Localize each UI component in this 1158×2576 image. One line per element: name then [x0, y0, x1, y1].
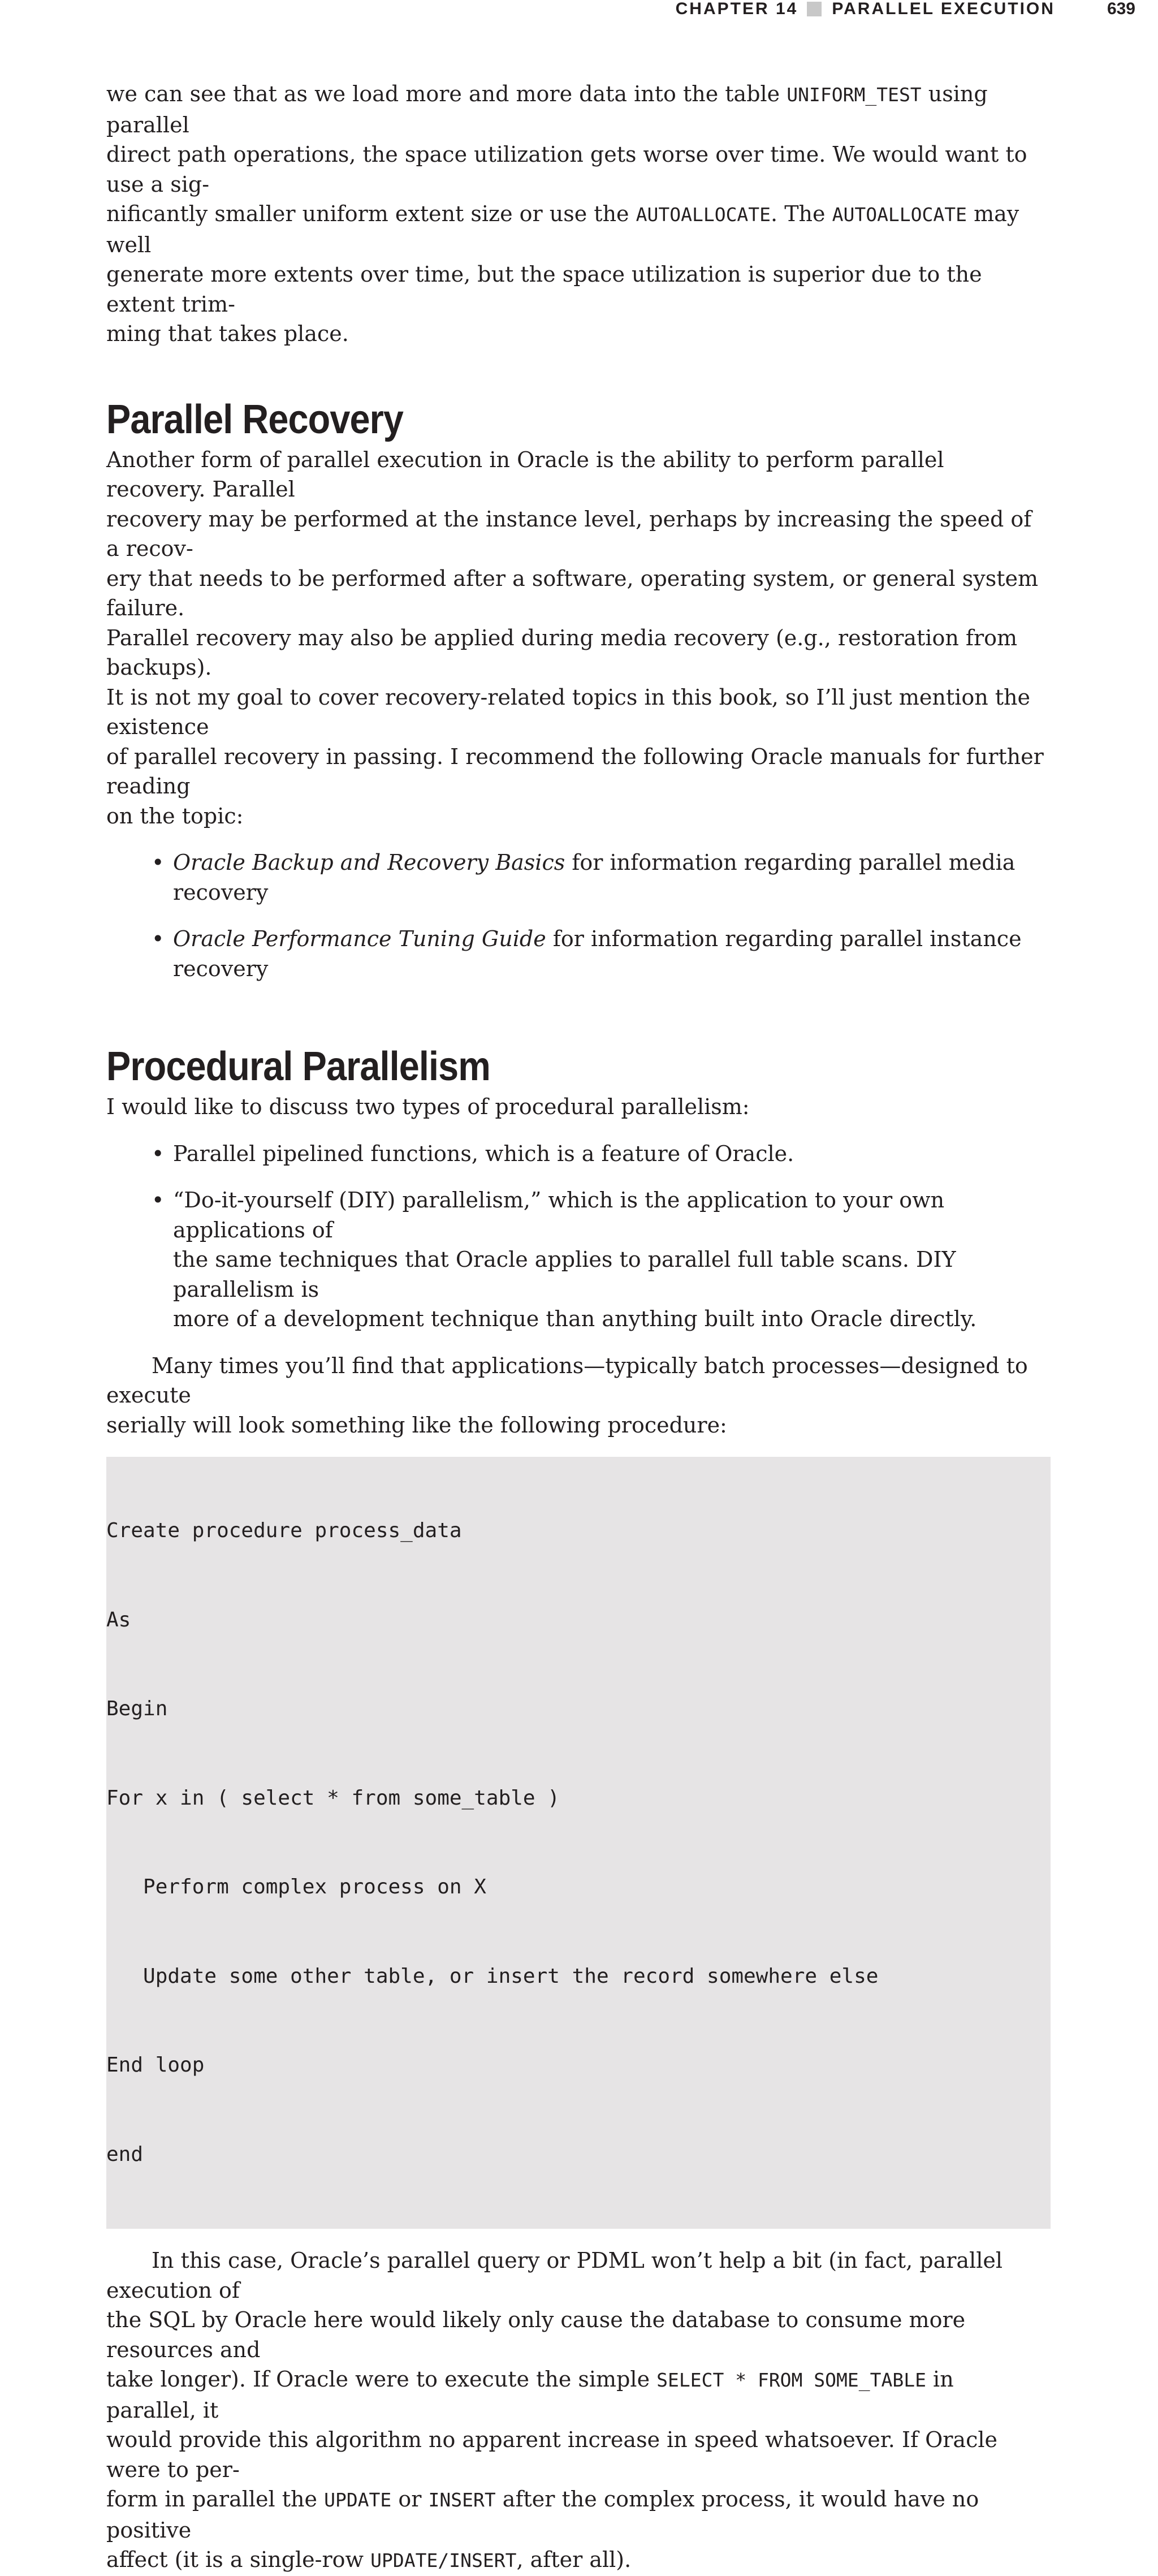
chapter-label: CHAPTER 14 — [675, 0, 798, 18]
text-run: in parallel, it — [106, 2367, 954, 2423]
intro-paragraph — [106, 79, 1045, 349]
book-title: Oracle Backup and Recovery Basics — [173, 850, 565, 875]
text-line: Parallel recovery may also be applied during media recovery (e.g., restoration from backups). — [106, 625, 1018, 680]
spacer — [106, 1122, 1045, 1139]
text-run: using parallel — [106, 81, 988, 137]
text-line — [106, 2364, 1045, 2425]
text-line: ming that takes place. — [106, 321, 349, 346]
inline-code: UPDATE — [324, 2489, 392, 2511]
code-line: Update some other table, or insert the record somewhere else — [106, 1964, 879, 1988]
text-line: “Do-it-yourself (DIY) parallelism,” which is the application to your own applications of — [173, 1188, 945, 1242]
text-run: may well — [106, 201, 1019, 257]
list-item — [106, 1185, 1045, 1334]
book-title: Oracle Performance Tuning Guide — [173, 926, 546, 951]
spacer — [106, 349, 1045, 394]
text-line: more of a development technique than anything built into Oracle directly. — [173, 1306, 977, 1331]
inline-code: INSERT — [428, 2489, 496, 2511]
manual-list — [106, 848, 1045, 983]
code-line: end — [106, 2142, 144, 2166]
code-line: Perform complex process on X — [106, 1875, 486, 1898]
spacer — [106, 1440, 1045, 1457]
inline-code: AUTOALLOCATE — [832, 204, 967, 226]
text-line: of parallel recovery in passing. I recommend the following Oracle manuals for further reading — [106, 744, 1044, 799]
inline-code: AUTOALLOCATE — [636, 204, 771, 226]
text-run: . The — [771, 201, 832, 226]
code-line: Create procedure process_data — [106, 1519, 462, 1542]
code-line: Begin — [106, 1697, 168, 1720]
procedure-paragraph — [106, 1351, 1045, 1440]
closing-paragraph — [106, 2246, 1045, 2576]
text-line — [106, 2484, 1045, 2545]
inline-code: UNIFORM_TEST — [787, 84, 922, 106]
list-item — [106, 1139, 1045, 1169]
page-content — [106, 79, 1045, 2576]
text-line — [106, 2545, 1045, 2576]
text-run: for information regarding parallel instance recovery — [173, 926, 1022, 981]
text-run: form in parallel the — [106, 2487, 325, 2512]
text-run: nificantly smaller uniform extent size or use the — [106, 201, 636, 226]
code-line: End loop — [106, 2053, 205, 2077]
list-item — [106, 848, 1045, 907]
text-line: recovery may be performed at the instance level, perhaps by increasing the speed of a recov- — [106, 506, 1032, 561]
header-separator-block — [807, 2, 822, 16]
inline-code: UPDATE/INSERT — [370, 2549, 517, 2571]
bullet-icon: • — [152, 926, 165, 951]
code-line: For x in ( select * from some_table ) — [106, 1786, 560, 1810]
chapter-title: PARALLEL EXECUTION — [832, 0, 1055, 18]
list-item — [106, 924, 1045, 983]
section-heading-parallel-recovery: Parallel Recovery — [106, 396, 404, 442]
text-line: the same techniques that Oracle applies to parallel full table scans. DIY parallelism is — [173, 1247, 956, 1302]
code-listing — [106, 1457, 1051, 2229]
spacer — [106, 2229, 1045, 2246]
text-line: generate more extents over time, but the space utilization is superior due to the extent trim- — [106, 262, 982, 317]
text-run: after the complex process, it would have no positive — [106, 2487, 979, 2543]
bullet-icon: • — [152, 1188, 165, 1213]
code-line: As — [106, 1608, 131, 1632]
text-line: ery that needs to be performed after a software, operating system, or general system failure. — [106, 566, 1039, 620]
text-line: on the topic: — [106, 803, 244, 829]
text-line: In this case, Oracle’s parallel query or PDML won’t help a bit (in fact, parallel execution of — [106, 2248, 1003, 2303]
text-run: for information regarding parallel media recovery — [173, 850, 1016, 905]
parallelism-types-list — [106, 1139, 1045, 1334]
text-line: Another form of parallel execution in Oracle is the ability to perform parallel recovery. Parallel — [106, 447, 944, 502]
text-line: Many times you’ll find that applications—typically batch processes—designed to execute — [106, 1353, 1028, 1408]
bullet-icon: • — [152, 1141, 165, 1166]
text-run: take longer). If Oracle were to execute the simple — [106, 2367, 657, 2392]
text-run: or — [391, 2487, 429, 2512]
text-run: Parallel pipelined functions, which is a feature of Oracle. — [173, 1141, 794, 1166]
text-run: affect (it is a single-row — [106, 2547, 371, 2572]
text-line: I would like to discuss two types of procedural parallelism: — [106, 1094, 750, 1119]
section-heading-procedural-parallelism: Procedural Parallelism — [106, 1044, 490, 1089]
running-header — [676, 0, 1135, 18]
text-line: direct path operations, the space utilization gets worse over time. We would want to use a sig- — [106, 142, 1027, 197]
text-run: , after all). — [516, 2547, 632, 2572]
text-run: we can see that as we load more and more data into the table — [106, 81, 787, 106]
text-line: serially will look something like the following procedure: — [106, 1412, 727, 1438]
text-line: It is not my goal to cover recovery-related topics in this book, so I’ll just mention the existence — [106, 684, 1030, 739]
text-line — [106, 79, 1045, 140]
parallel-recovery-paragraph — [106, 445, 1045, 831]
page-number: 639 — [1107, 0, 1135, 18]
spacer — [106, 1000, 1045, 1041]
spacer — [106, 831, 1045, 848]
text-line: would provide this algorithm no apparent increase in speed whatsoever. If Oracle were to per- — [106, 2427, 997, 2482]
text-line: the SQL by Oracle here would likely only cause the database to consume more resources and — [106, 2307, 966, 2362]
inline-code: SELECT * FROM SOME_TABLE — [656, 2369, 926, 2391]
bullet-icon: • — [152, 850, 165, 875]
text-line — [106, 199, 1045, 260]
